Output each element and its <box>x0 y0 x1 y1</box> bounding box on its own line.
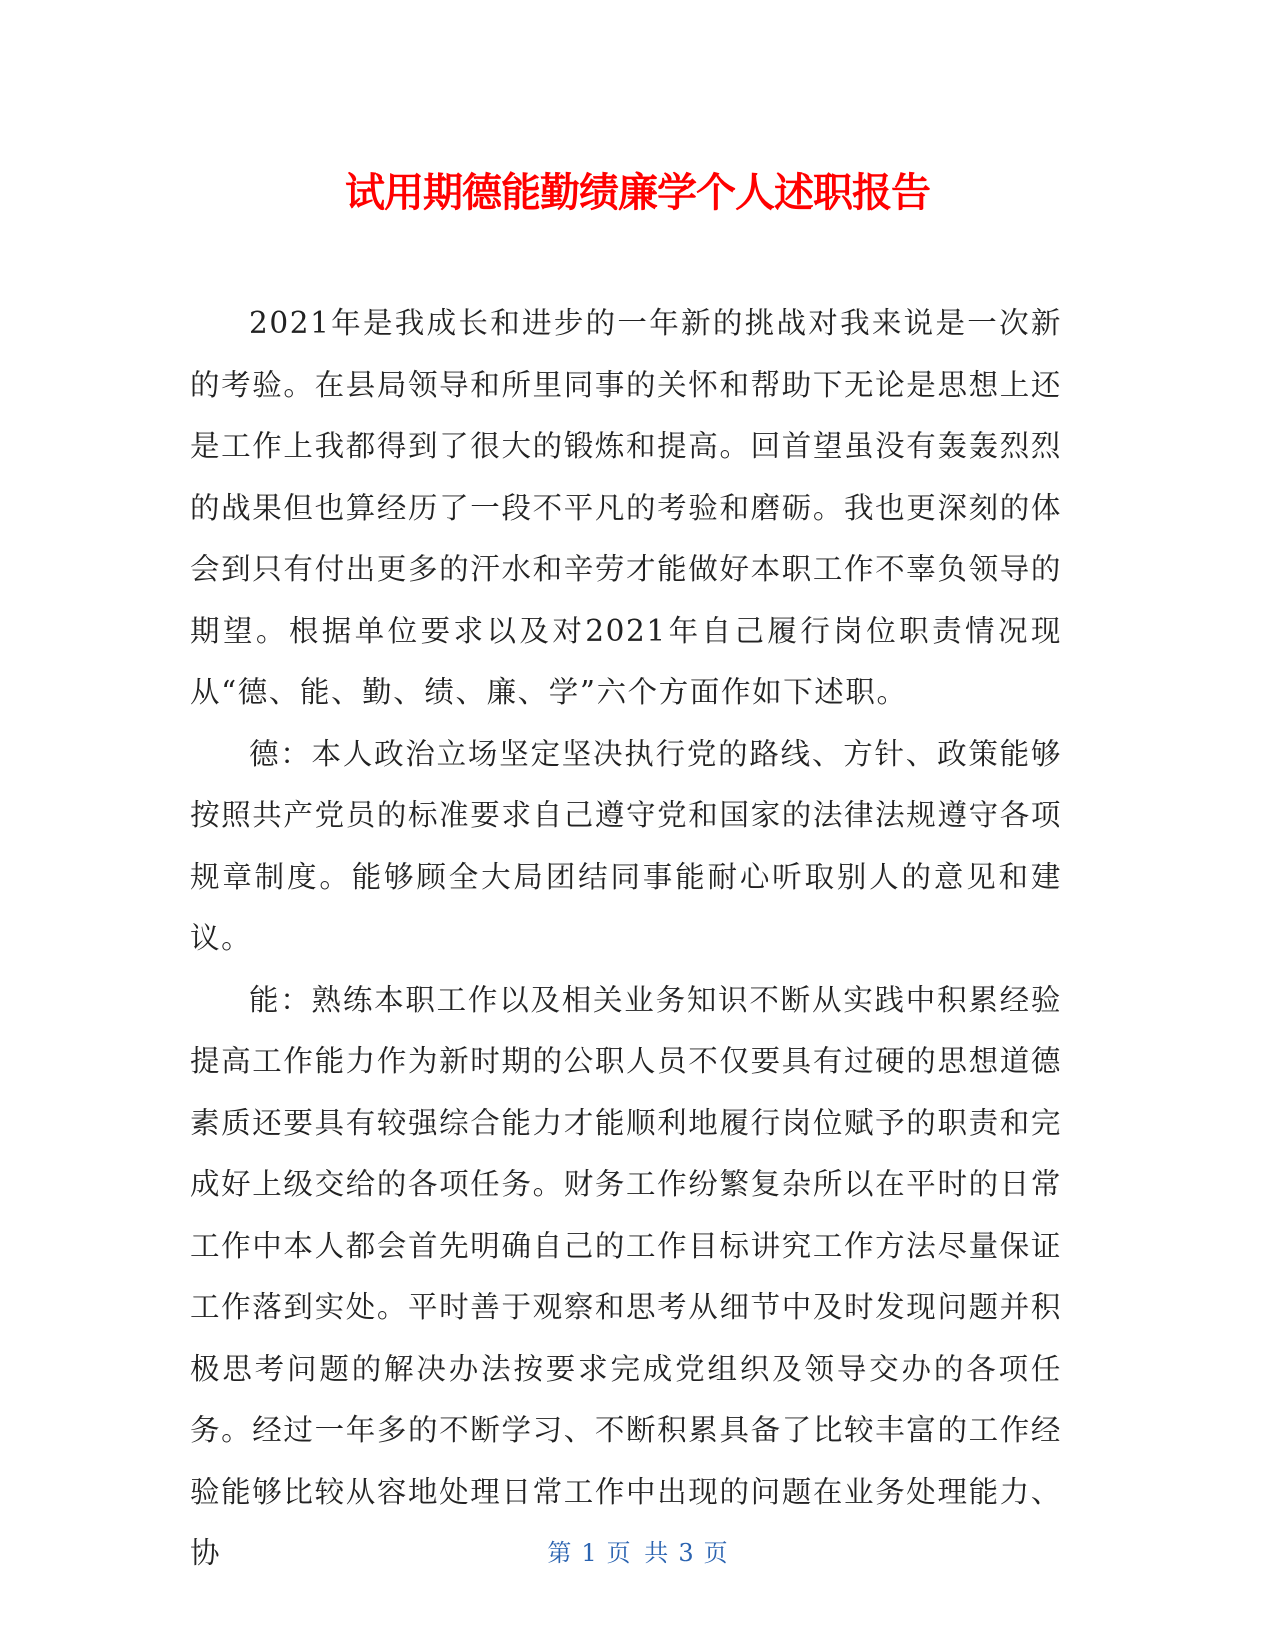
page-footer <box>0 1537 1275 1569</box>
document-body <box>190 293 1062 1585</box>
paragraph-intro: 2021年是我成长和进步的一年新的挑战对我来说是一次新的考验。在县局领导和所里同事的关怀和帮助下无论是思想上还是工作上我都得到了很大的锻炼和提高。回首望虽没有轰轰烈烈的战果但也算经历了一段不平凡的考验和磨砺。我也更深刻的体会到只有付出更多的汗水和辛劳才能做好本职工作不辜负领导的期望。根据单位要求以及对2021年自己履行岗位职责情况现从“德、能、勤、绩、廉、学”六个方面作如下述职。 <box>190 306 1062 709</box>
footer-mid: 页 共 <box>606 1539 669 1567</box>
paragraph-de: 德：本人政治立场坚定坚决执行党的路线、方针、政策能够按照共产党员的标准要求自己遵守党和国家的法律法规遵守各项规章制度。能够顾全大局团结同事能耐心听取别人的意见和建议。 <box>190 736 1062 955</box>
paragraph-neng: 能：熟练本职工作以及相关业务知识不断从实践中积累经验提高工作能力作为新时期的公职人员不仅要具有过硬的思想道德素质还要具有较强综合能力才能顺利地履行岗位赋予的职责和完成好上级交给的各项任务。财务工作纷繁复杂所以在平时的日常工作中本人都会首先明确自己的工作目标讲究工作方法尽量保证工作落到实处。平时善于观察和思考从细节中及时发现问题并积极思考问题的解决办法按要求完成党组织及领导交办的各项任务。经过一年多的不断学习、不断积累具备了比较丰富的工作经验能够比较从容地处理日常工作中出现的问题在业务处理能力、协 <box>190 982 1062 1570</box>
document-title: 试用期德能勤绩廉学个人述职报告 <box>345 170 930 216</box>
footer-suffix: 页 <box>703 1539 728 1567</box>
footer-prefix: 第 <box>547 1539 572 1567</box>
footer-total-pages: 3 <box>678 1539 694 1567</box>
footer-current-page: 1 <box>581 1539 597 1567</box>
